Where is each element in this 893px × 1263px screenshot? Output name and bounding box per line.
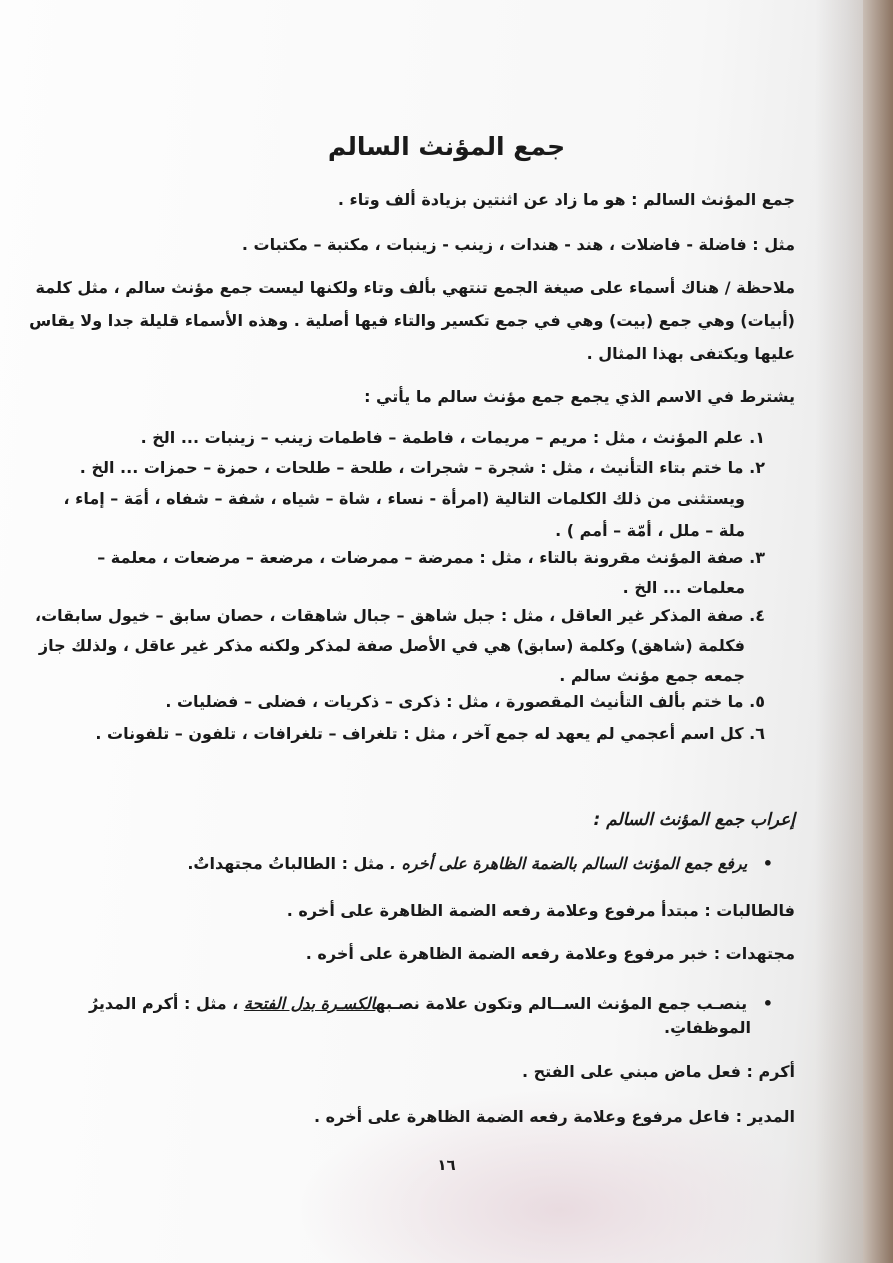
rule-2 (89, 994, 773, 1014)
condition-5: ٥. ما ختم بألف التأنيث المقصورة ، مثل : ذكرى – ذكريات ، فضلى – فضليات . (165, 692, 765, 711)
page-number: ١٦ (437, 1156, 456, 1174)
definition-text: جمع المؤنث السالم : هو ما زاد عن اثنتين بزيادة ألف وتاء . (337, 190, 795, 209)
page-title: جمع المؤنث السالم (327, 132, 566, 161)
rule-1-parse-2: مجتهدات : خبر مرفوع وعلامة رفعه الضمة الظاهرة على أخره . (305, 944, 795, 963)
rule-2-cont: الموظفاتِ. (664, 1018, 751, 1037)
condition-3: ٣. صفة المؤنث مقرونة بالتاء ، مثل : ممرضة – ممرضات ، مرضعة – مرضعات ، معلمة – (97, 548, 765, 567)
examples-text: مثل : فاضلة - فاضلات ، هند - هندات ، زينب - زينبات ، مكتبة – مكتبات . (241, 235, 795, 254)
condition-2-exception-2: ملة – ملل ، أمّة – أمم ) . (555, 521, 745, 540)
rule-1 (187, 854, 773, 874)
condition-1: ١. علم المؤنث ، مثل : مريم – مريمات ، فاطمة – فاطمات زينب – زينبات ... الخ . (140, 428, 765, 447)
rule-1-example: مثل : الطالباتُ مجتهداتٌ. (187, 854, 390, 873)
note-line-1: ملاحظة / هناك أسماء على صيغة الجمع تنتهي بألف وتاء ولكنها ليست جمع مؤنث سالم ، مثل كلمة (35, 278, 795, 297)
conditions-intro: يشترط في الاسم الذي يجمع جمع مؤنث سالم ما يأتي : (364, 387, 795, 406)
condition-4-cont-1: فكلمة (شاهق) وكلمة (سابق) هي في الأصل صفة لمذكر ولكنه مذكر غير عاقل ، ولذلك جاز (38, 636, 745, 655)
condition-6: ٦. كل اسم أعجمي لم يعهد له جمع آخر ، مثل : تلغراف – تلغرافات ، تلفون – تلفونات . (95, 724, 765, 743)
rule-2-parse-2: المدير : فاعل مرفوع وعلامة رفعه الضمة الظاهرة على أخره . (314, 1107, 795, 1126)
rule-2-example: ، مثل : أكرم المديرُ (88, 994, 244, 1013)
rule-2-text: ينصـب جمع المؤنث الســالم وتكون علامة نصـبه (375, 994, 748, 1013)
condition-4-cont-2: جمعه جمع مؤنث سالم . (559, 666, 745, 685)
rule-1-italic: يرفع جمع المؤنث السالم بالضمة الظاهرة على أخره . (389, 854, 748, 873)
condition-2-exception-1: ويستثنى من ذلك الكلمات التالية (امرأة - نساء ، شاة – شياه ، شفة – شفاه ، أمَة – إماء ، (63, 489, 745, 508)
condition-3-cont: معلمات ... الخ . (622, 578, 745, 597)
rule-2-underlined: الكسـرة بدل الفتحة (243, 994, 376, 1013)
condition-2: ٢. ما ختم بتاء التأنيث ، مثل : شجرة – شجرات ، طلحة – طلحات ، حمزة – حمزات ... الخ . (79, 458, 765, 477)
note-line-2: (أبيات) وهي جمع (بيت) وهي في جمع تكسير والتاء فيها أصلية . وهذه الأسماء قليلة جدا ولا يقاس (29, 311, 795, 330)
note-line-3: عليها ويكتفى بهذا المثال . (586, 344, 795, 363)
condition-4: ٤. صفة المذكر غير العاقل ، مثل : جبل شاهق – جبال شاهقات ، حصان سابق – خيول سابقات، (34, 606, 765, 625)
rule-2-parse-1: أكرم : فعل ماض مبني على الفتح . (521, 1062, 795, 1081)
parsing-heading: إعراب جمع المؤنث السالم : (593, 810, 795, 830)
rule-1-parse-1: فالطالبات : مبتدأ مرفوع وعلامة رفعه الضمة الظاهرة على أخره . (286, 901, 795, 920)
book-binding-edge (863, 0, 893, 1263)
